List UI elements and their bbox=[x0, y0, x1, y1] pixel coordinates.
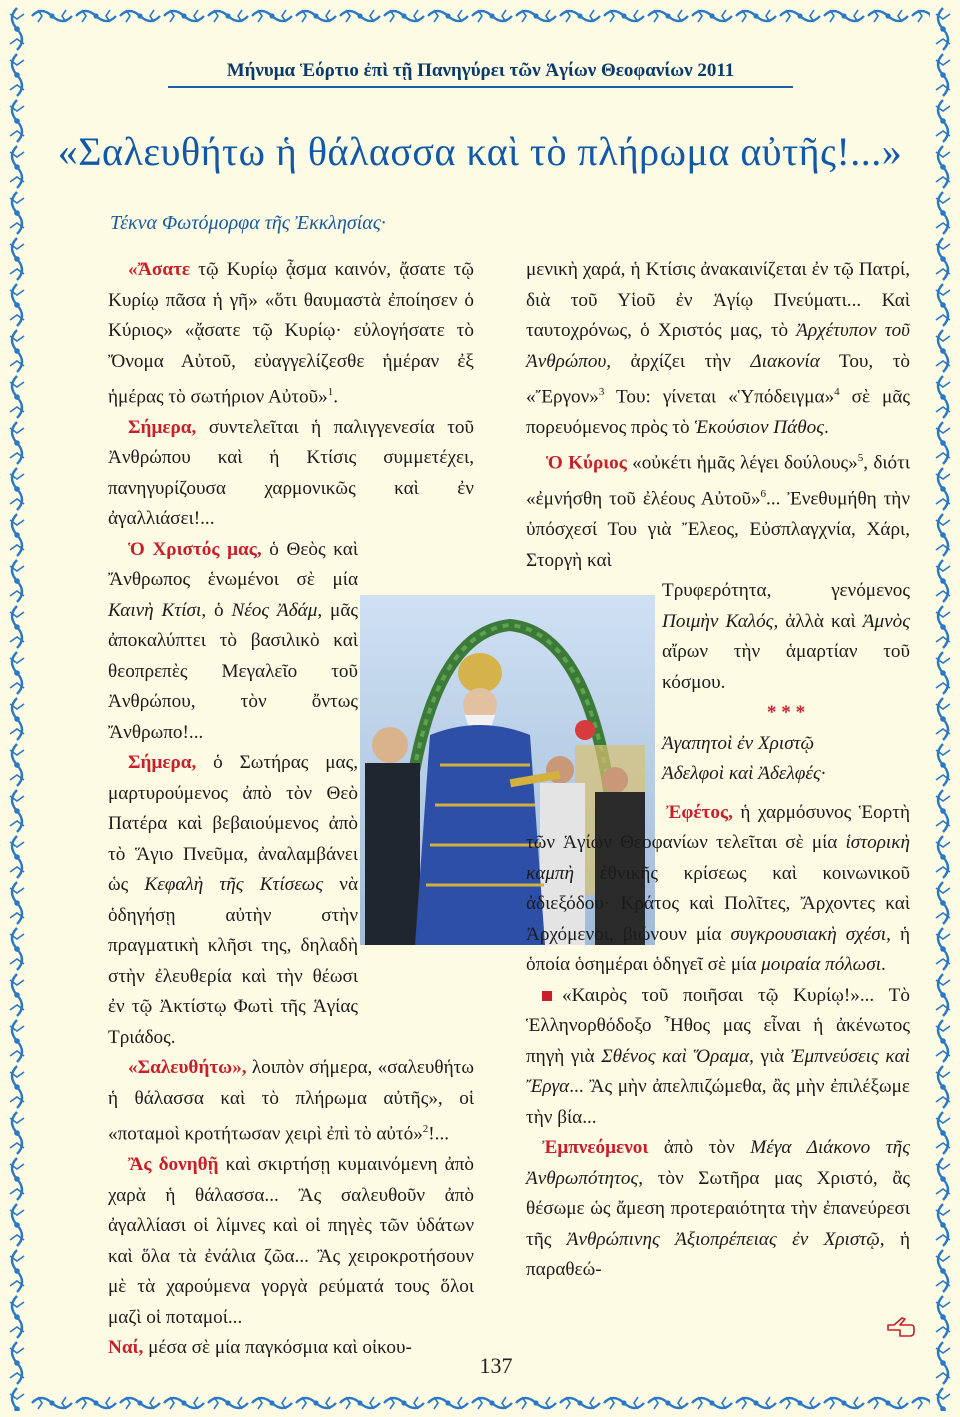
paragraph: Ἂς δονηθῇ καὶ σκιρτήσῃ κυμαινόμενη ἀπὸ χαρὰ ἡ θάλασσα... Ἂς σαλευθοῦν ἀπὸ ἀγαλλίασι οἱ λίμνες καὶ οἱ πηγὲς τῶν ὑδάτων καὶ ὅλα τὰ ἐνάλια ζῶα... Ἂς χειροκροτήσουν μὲ τὰ χαρούμενα γοργὰ ρεύματά τους ὅλοι μαζὶ οἱ ποταμοί... bbox=[108, 1154, 474, 1328]
lead-word: Ἐμπνεόμενοι bbox=[542, 1137, 649, 1159]
lead-word: Ὁ Χριστός μας, bbox=[128, 538, 262, 560]
address-line: Ἀγαπητοὶ ἐν Χριστῷ bbox=[662, 732, 815, 754]
lead-word: «Ἄσατε bbox=[128, 259, 191, 280]
footnote-ref[interactable]: 6 bbox=[760, 488, 767, 501]
page-title: «Σαλευθήτω ἡ θάλασσα καὶ τὸ πλήρωμα αὐτῆς!...» bbox=[57, 129, 903, 174]
lead-word: Ἂς δονηθῇ bbox=[128, 1154, 219, 1176]
footnote-ref[interactable]: 3 bbox=[598, 386, 605, 398]
footnote-ref[interactable]: 4 bbox=[834, 386, 840, 398]
border-right-ornament bbox=[930, 6, 956, 1411]
paragraph: Σήμερα, ὁ Σωτήρας μας, μαρτυρούμενος ἀπὸ τὸν Θεὸ Πατέρα καὶ βεβαιούμενος ἀπὸ τὸ Ἅγιο Πνεῦμα, ἀναλαμβάνει ὡς Κεφαλὴ τῆς Κτίσεως νὰ ὁδηγήσῃ αὐτὴν στὴν πραγματικὴ κλῆσι της, δηλαδὴ στὴν ἐλευθερία καὶ τὴν θέωσι ἐν τῷ Ἀκτίστῳ Φωτὶ τῆς Ἁγίας Τριάδος. bbox=[108, 752, 358, 1048]
running-header: Μήνυμα Ἑόρτιο ἐπὶ τῇ Πανηγύρει τῶν Ἁγίων Θεοφανίων 2011 bbox=[168, 60, 793, 88]
lead-word: Ἐφέτος, bbox=[666, 801, 733, 823]
paragraph: Ὁ Χριστός μας, ὁ Θεὸς καὶ Ἄνθρωπος ἑνωμένοι σὲ μία Καινὴ Κτίσι, ὁ Νέος Ἀδάμ, μᾶς ἀποκαλύπτει τὸ βασιλικὸ καὶ θεοπρεπὲς Μεγαλεῖο τοῦ Ἀνθρώπου, τὸν ὄντως Ἄνθρωπο!... bbox=[108, 538, 358, 743]
address-line: Ἀδελφοὶ καὶ Ἀδελφές· bbox=[662, 763, 826, 785]
lead-word: «Σαλευθήτω», bbox=[128, 1057, 247, 1079]
paragraph: Ναί, μέσα σὲ μία παγκόσμια καὶ οἰκου- bbox=[108, 1337, 412, 1359]
lead-word: Σήμερα, bbox=[128, 752, 197, 774]
paragraph: Ἐμπνεόμενοι ἀπὸ τὸν Μέγα Διάκονο τῆς Ἀνθρωπότητος, τὸν Σωτῆρα μας Χριστό, ἂς θέσωμε ὡς ἄμεση προτεραιότητα τὴν ἐπανεύρεσι τῆς Ἀνθρώπινης Ἀξιοπρέπειας ἐν Χριστῷ, ἡ παραθεώ- bbox=[526, 1137, 910, 1281]
footnote-ref[interactable]: 1 bbox=[327, 386, 334, 398]
lead-word: Ὁ Κύριος bbox=[546, 452, 627, 474]
salutation: Τέκνα Φωτόμορφα τῆς Ἐκκλησίας· bbox=[110, 212, 386, 234]
section-divider: * * * bbox=[766, 702, 806, 724]
page-number: 137 bbox=[479, 1353, 513, 1378]
border-left-ornament bbox=[4, 6, 30, 1411]
lead-word: Ναί, bbox=[108, 1337, 144, 1359]
footnote-ref[interactable]: 2 bbox=[422, 1123, 429, 1136]
border-top-ornament bbox=[30, 4, 930, 28]
paragraph: Σήμερα, συντελεῖται ἡ παλιγγενεσία τοῦ Ἀνθρώπου καὶ ἡ Κτίσις συμμετέχει, πανηγυρίζουσα χαρμονικῶς καὶ ἐν ἀγαλλιάσει!... bbox=[108, 416, 474, 530]
paragraph: «Σαλευθήτω», λοιπὸν σήμερα, «σαλευθήτω ἡ θάλασσα καὶ τὸ πλήρωμα αὐτῆς», οἱ «ποταμοὶ κροτήτωσαν χειρὶ ἐπὶ τὸ αὐτό»$^2$!... bbox=[108, 1057, 474, 1145]
paragraph: «Ἄσατε τῷ Κυρίῳ ᾆσμα καινόν, ᾄσατε τῷ Κυρίῳ πᾶσα ἡ γῆ» «ὅτι θαυμαστὰ ἐποίησεν ὁ Κύριος» «ᾄσατε τῷ Κυρίῳ· εὐλογήσατε τὸ Ὄνομα Αὐτοῦ, εὐαγγελίζεσθε ἡμέραν ἐξ ἡμέρας τὸ σωτήριον Αὐτοῦ»$^1$. bbox=[108, 259, 474, 408]
paragraph: Ὁ Κύριος «οὐκέτι ἡμᾶς λέγει δούλους»$^5$, διότι «ἐμνήσθη τοῦ ἐλέους Αὐτοῦ»$^6$... Ἐνεθυμήθη τὴν ὑπόσχεσί Του γιὰ Ἔλεος, Εὐσπλαγχνία, Χάρι, Στοργὴ καὶ bbox=[526, 452, 910, 571]
right-column bbox=[526, 255, 910, 1286]
paragraph: μενικὴ χαρά, ἡ Κτίσις ἀνακαινίζεται ἐν τῷ Πατρί, διὰ τοῦ Υἱοῦ ἐν Ἁγίῳ Πνεύματι... Καὶ ταυτοχρόνως, ὁ Χριστός μας, τὸ Ἀρχέτυπον τοῦ Ἀνθρώπου, ἀρχίζει τὴν Διακονία Του, τὸ «Ἔργον»$^3$ Του: γίνεται «Ὑπόδειγμα»$^4$ σὲ μᾶς πορευόμενος πρὸς τὸ Ἑκούσιον Πάθος. bbox=[526, 259, 910, 438]
footnote-ref[interactable]: 5 bbox=[857, 452, 864, 465]
red-square-bullet-icon bbox=[542, 991, 552, 1001]
pointing-hand-icon[interactable] bbox=[886, 1316, 916, 1340]
border-bottom-ornament bbox=[30, 1391, 930, 1415]
lead-word: Σήμερα, bbox=[128, 416, 197, 438]
paragraph: Ἐφέτος, ἡ χαρμόσυνος Ἑορτὴ τῶν Ἁγίων Θεοφανίων τελεῖται σὲ μία ἱστορικὴ καμπὴ ἐθνικῆς κρίσεως καὶ κοινωνικοῦ ἀδιεξόδου· Κράτος καὶ Πολῖτες, Ἄρχοντες καὶ Ἀρχόμενοι, βιώνουν μία συγκρουσιακὴ σχέσι, ἡ ὁποία ὁσημέραι ὁδηγεῖ σὲ μία μοιραία πόλωσι. bbox=[526, 801, 910, 976]
paragraph: «Καιρὸς τοῦ ποιῆσαι τῷ Κυρίῳ!»... Τὸ Ἑλληνορθόδοξο Ἦθος μας εἶναι ἡ ἀκένωτος πηγὴ γιὰ Σθένος καὶ Ὅραμα, γιὰ Ἐμπνεύσεις καὶ Ἔργα... Ἂς μὴν ἀπελπιζώμεθα, ἂς μὴν ἐπιλέξωμε τὴν βία... bbox=[526, 984, 910, 1128]
paragraph: Τρυφερότητα, γενόμενος Ποιμὴν Καλός, ἀλλὰ καὶ Ἀμνὸς αἴρων τὴν ἁμαρτίαν τοῦ κόσμου. bbox=[662, 580, 910, 693]
